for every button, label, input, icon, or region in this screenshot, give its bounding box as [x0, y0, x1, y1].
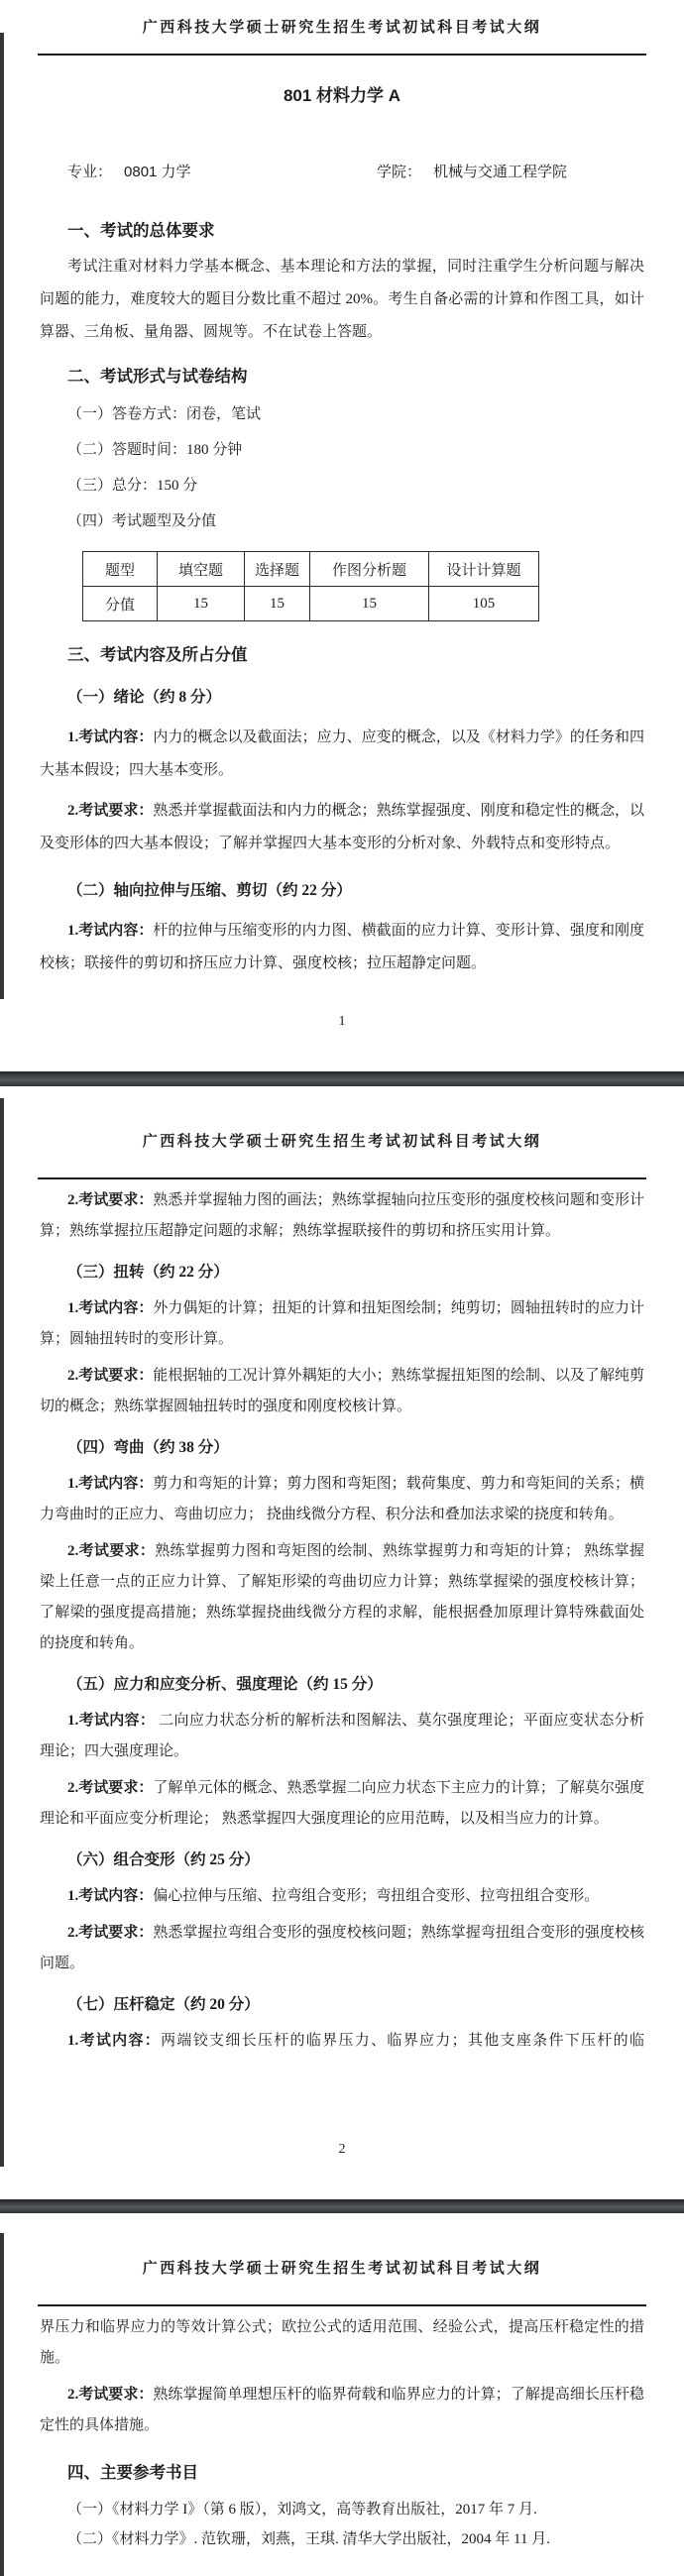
table-cell-score-2: 15 — [245, 587, 310, 621]
page-separator — [0, 1071, 684, 1086]
topic7-content-paragraph — [40, 2026, 644, 2057]
section-heading-references: 四、主要参考书目 — [67, 2464, 198, 2482]
topic4-content-paragraph — [40, 1469, 644, 1530]
header-rule — [38, 54, 646, 56]
page-number: 2 — [338, 2142, 346, 2157]
topic2-content-paragraph — [40, 915, 644, 980]
topic5-content-text: 二向应力状态分析的解析法和图解法、莫尔强度理论；平面应变状态分析理论；四大强度理论。 — [40, 1713, 644, 1759]
topic5-require-text: 了解单元体的概念、熟悉掌握二向应力状态下主应力的计算；了解莫尔强度理论和平面应变分析理论； 熟悉掌握四大强度理论的应用范畴，以及相当应力的计算。 — [40, 1780, 644, 1827]
topic3-require-paragraph — [40, 1361, 644, 1422]
topic1-title: （一）绪论（约 8 分） — [67, 689, 222, 706]
topic2-require-paragraph — [40, 1185, 644, 1247]
topic7-require-paragraph — [40, 2380, 644, 2441]
table-cell-score-label: 分值 — [83, 587, 158, 621]
topic2-content-text: 杆的拉伸与压缩变形的内力图、横截面的应力计算、变形计算、强度和刚度校核；联接件的剪切和挤压应力计算、强度校核；拉压超静定问题。 — [40, 923, 644, 971]
topic7-require-text: 熟练掌握简单理想压杆的临界荷载和临界应力的计算；了解提高细长压杆稳定性的具体措施。 — [40, 2387, 644, 2433]
table-cell-score-1: 15 — [158, 587, 245, 621]
require-label: 2.考试要求： — [67, 1192, 154, 1208]
format-item-question-types: （四）考试题型及分值 — [67, 513, 217, 529]
table-cell-design-calc: 设计计算题 — [429, 552, 539, 587]
topic7-content-continued-paragraph: 界压力和临界应力的等效计算公式；欧拉公式的适用范围、经验公式，提高压杆稳定性的措施。 — [40, 2319, 644, 2366]
require-label: 2.考试要求： — [67, 1368, 154, 1384]
section-heading-exam-content: 三、考试内容及所占分值 — [67, 646, 248, 664]
topic6-require-paragraph — [40, 1918, 644, 1979]
topic3-content-text: 外力偶矩的计算；扭矩的计算和扭矩图绘制；纯剪切；圆轴扭转时的应力计算；圆轴扭转时的变形计算。 — [40, 1300, 644, 1347]
table-cell-choice: 选择题 — [245, 552, 310, 587]
doc-header-title: 广西科技大学硕士研究生招生考试初试科目考试大纲 — [142, 2261, 542, 2277]
topic7-title: （七）压杆稳定（约 20 分） — [67, 1996, 260, 2013]
reference-item-1: （一）《材料力学 I》（第 6 版），刘鸿文，高等教育出版社，2017 年 7 月. — [67, 2502, 537, 2518]
subject-title: 801 材料力学 A — [283, 86, 401, 105]
content-label: 1.考试内容： — [67, 1300, 154, 1316]
table-cell-drawing-analysis: 作图分析题 — [310, 552, 429, 587]
references-list — [0, 2495, 684, 2554]
format-item-answer-mode: （一）答卷方式：闭卷，笔试 — [67, 406, 262, 422]
scan-edge-artifact — [0, 1098, 4, 2167]
content-label: 1.考试内容： — [67, 729, 154, 745]
format-item-total-score: （三）总分：150 分 — [67, 478, 198, 494]
topic6-content-paragraph — [40, 1881, 644, 1912]
topic6-content-text: 偏心拉伸与压缩、拉弯组合变形；弯扭组合变形、拉弯扭组合变形。 — [153, 1888, 600, 1904]
overall-requirements-paragraph: 考试注重对材料力学基本概念、基本理论和方法的掌握，同时注重学生分析问题与解决问题的能力，难度较大的题目分数比重不超过 20%。考生自备必需的计算和作图工具，如计算器、三角板、量角器、圆规等。不在试卷上答题。 — [40, 259, 644, 340]
content-label: 1.考试内容： — [67, 923, 154, 939]
page-number: 1 — [338, 1014, 346, 1029]
document-page-2 — [0, 1086, 684, 2199]
section-heading-overall-requirements: 一、考试的总体要求 — [67, 222, 215, 240]
topic4-title: （四）弯曲（约 38 分） — [67, 1439, 229, 1456]
document-page-3 — [0, 2213, 684, 2576]
doc-header-title: 广西科技大学硕士研究生招生考试初试科目考试大纲 — [142, 1134, 542, 1150]
topic3-title: （三）扭转（约 22 分） — [67, 1264, 229, 1281]
question-type-score-table — [82, 551, 539, 621]
table-cell-score-4: 105 — [429, 587, 539, 621]
page-separator — [0, 2199, 684, 2213]
topic6-require-text: 熟悉掌握拉弯组合变形的强度校核问题；熟练掌握弯扭组合变形的强度校核问题。 — [40, 1925, 644, 1971]
require-label: 2.考试要求： — [67, 2387, 154, 2403]
major-field — [67, 161, 377, 181]
topic1-content-text: 内力的概念以及截面法；应力、应变的概念，以及《材料力学》的任务和四大基本假设；四大基本变形。 — [40, 729, 644, 778]
document-page-1 — [0, 0, 684, 1071]
require-label: 2.考试要求： — [67, 1780, 154, 1796]
require-label: 2.考试要求： — [67, 1543, 156, 1559]
table-cell-fill-blank: 填空题 — [158, 552, 245, 587]
content-label: 1.考试内容： — [67, 2033, 162, 2049]
topic5-title: （五）应力和应变分析、强度理论（约 15 分） — [67, 1676, 383, 1693]
topic6-title: （六）组合变形（约 25 分） — [67, 1851, 260, 1868]
topic1-require-text: 熟悉并掌握截面法和内力的概念；熟练掌握强度、刚度和稳定性的概念，以及变形体的四大基本假设；了解并掌握四大基本变形的分析对象、外载特点和变形特点。 — [40, 803, 644, 851]
subject-info-row — [67, 161, 644, 181]
header-rule — [38, 1177, 646, 1179]
table-cell-type-label: 题型 — [83, 552, 158, 587]
score-table-header-row — [83, 552, 539, 587]
topic4-require-text: 熟练掌握剪力图和弯矩图的绘制、熟练掌握剪力和弯矩的计算； 熟练掌握梁上任意一点的正应力计算、了解矩形梁的弯曲切应力计算；熟练掌握梁的强度校核计算；了解梁的强度提高措施；熟练掌握挠曲线微分方程的求解，能根据叠加原理计算特殊截面处的挠度和转角。 — [40, 1543, 644, 1651]
topic2-require-text: 熟悉并掌握轴力图的画法；熟练掌握轴向拉压变形的强度校核问题和变形计算；熟练掌握拉压超静定问题的求解；熟练掌握联接件的剪切和挤压实用计算。 — [40, 1192, 644, 1239]
content-label: 1.考试内容： — [67, 1888, 154, 1904]
topic1-require-paragraph — [40, 795, 644, 860]
topic3-require-text: 能根据轴的工况计算外耦矩的大小；熟练掌握扭矩图的绘制、以及了解纯剪切的概念；熟练掌握圆轴扭转时的强度和刚度校核计算。 — [40, 1368, 644, 1414]
topic4-content-text: 剪力和弯矩的计算；剪力图和弯矩图；载荷集度、剪力和弯矩间的关系；横力弯曲时的正应力、弯曲切应力； 挠曲线微分方程、积分法和叠加法求梁的挠度和转角。 — [40, 1476, 644, 1522]
section-heading-exam-format: 二、考试形式与试卷结构 — [67, 368, 248, 386]
college-label: 学院： — [377, 164, 422, 180]
content-label: 1.考试内容： — [67, 1476, 154, 1492]
college-value: 机械与交通工程学院 — [433, 164, 568, 180]
score-table-value-row — [83, 587, 539, 621]
scan-edge-artifact — [0, 2233, 4, 2576]
topic4-require-paragraph — [40, 1536, 644, 1659]
major-value: 0801 力学 — [124, 164, 191, 180]
scan-edge-artifact — [0, 33, 4, 999]
doc-header-title: 广西科技大学硕士研究生招生考试初试科目考试大纲 — [142, 20, 542, 36]
require-label: 2.考试要求： — [67, 803, 154, 819]
require-label: 2.考试要求： — [67, 1925, 154, 1941]
topic1-content-paragraph — [40, 722, 644, 787]
header-rule — [38, 2304, 646, 2306]
table-cell-score-3: 15 — [310, 587, 429, 621]
content-label: 1.考试内容： — [67, 1713, 156, 1729]
topic3-content-paragraph — [40, 1293, 644, 1355]
topic5-require-paragraph — [40, 1773, 644, 1835]
format-item-duration: （二）答题时间：180 分钟 — [67, 442, 243, 458]
topic5-content-paragraph — [40, 1706, 644, 1767]
format-items-list — [0, 396, 684, 539]
reference-item-2: （二）《材料力学》. 范钦珊，刘燕，王琪. 清华大学出版社，2004 年 11 月. — [67, 2531, 550, 2547]
major-label: 专业： — [67, 164, 113, 180]
college-field — [377, 161, 567, 181]
topic2-title: （二）轴向拉伸与压缩、剪切（约 22 分） — [67, 882, 352, 899]
topic7-content-text: 两端铰支细长压杆的临界压力、临界应力；其他支座条件下压杆的临 — [161, 2033, 644, 2049]
